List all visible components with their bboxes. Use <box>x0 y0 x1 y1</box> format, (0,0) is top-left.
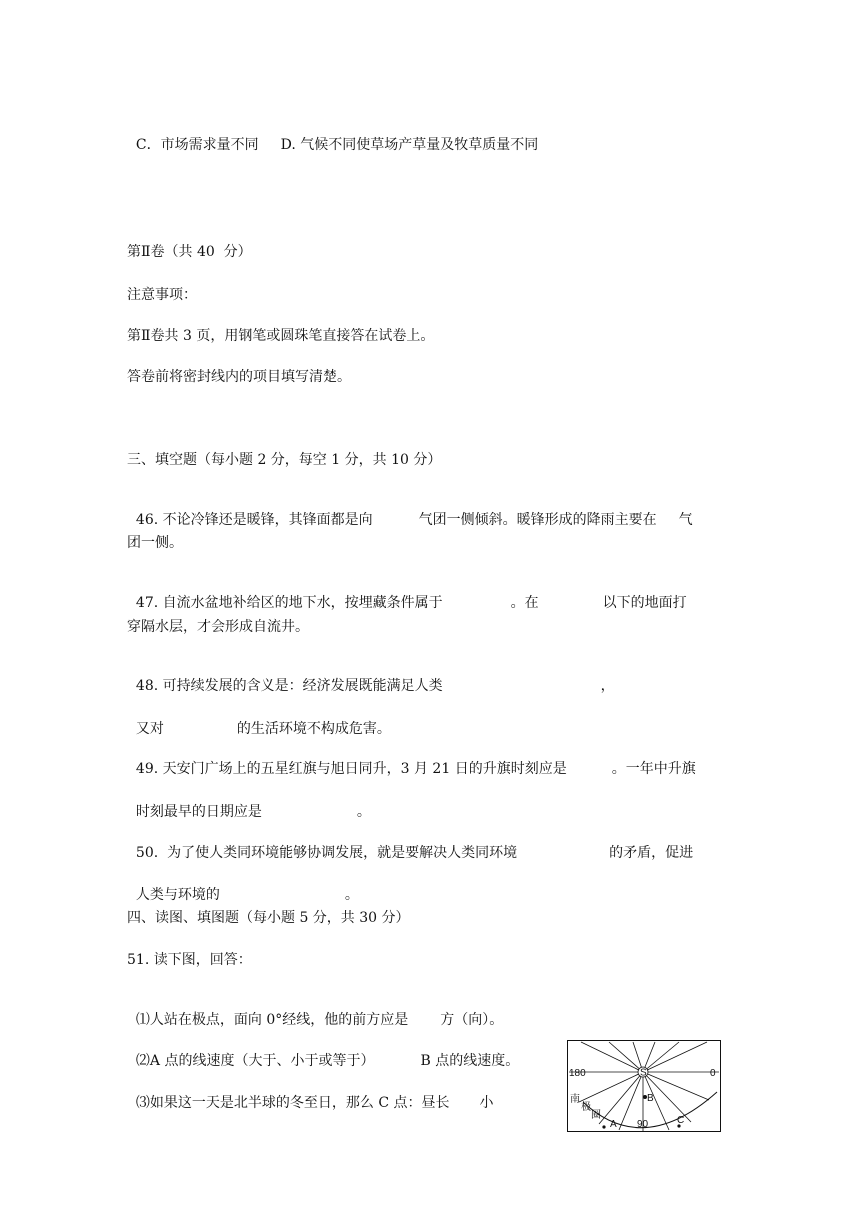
option-d: D. 气候不同使草场产草量及牧草质量不同 <box>280 137 539 153</box>
q47-line2: 穿隔水层，才会形成自流井。 <box>127 619 309 635</box>
label-point-a: A <box>610 1119 617 1130</box>
q51-title: 51. 读下图，回答： <box>127 952 252 968</box>
label-circle-2: 极 <box>581 1102 591 1113</box>
q48-line1 <box>127 659 615 695</box>
notice-2: 答卷前将密封线内的项目填写清楚。 <box>127 369 351 385</box>
q51-2-text-b: B 点的线速度。 <box>420 1053 520 1069</box>
q48-text-a: 48. 可持续发展的含义是：经济发展既能满足人类 <box>135 678 443 694</box>
q47-text-c: 以下的地面打 <box>602 595 687 611</box>
option-c: C．市场需求量不同 <box>135 137 259 153</box>
notice-1: 第Ⅱ卷共 3 页，用钢笔或圆珠笔直接答在试卷上。 <box>127 328 435 344</box>
label-180: 180 <box>569 1068 586 1079</box>
options-cd <box>127 118 538 154</box>
q51-3-text-b: 小 <box>479 1095 494 1111</box>
q51-3-text-a: ⑶如果这一天是北半球的冬至日，那么 C 点：昼长 <box>135 1095 450 1111</box>
q50-text-d: 。 <box>344 887 359 903</box>
q46-line2: 团一侧。 <box>127 535 183 551</box>
q48-text-c: 又对 <box>135 721 164 737</box>
label-circle-3: 圈 <box>591 1110 601 1121</box>
q46-text-a: 46. 不论冷锋还是暖锋，其锋面都是向 <box>135 512 373 528</box>
q49-text-b: 。一年中升旗 <box>611 761 696 777</box>
q49-line2 <box>127 785 371 821</box>
q51-3 <box>127 1076 494 1112</box>
q46-text-b: 气团一侧倾斜。暖锋形成的降雨主要在 <box>418 512 657 528</box>
q48-text-d: 的生活环境不构成危害。 <box>236 721 391 737</box>
q51-2-text-a: ⑵A 点的线速度（大于、小于或等于） <box>135 1053 375 1069</box>
south-pole-diagram <box>567 1040 721 1132</box>
q50-line1 <box>127 826 693 862</box>
q49-text-a: 49. 天安门广场上的五星红旗与旭日同升，3 月 21 日的升旗时刻应是 <box>135 761 567 777</box>
q50-text-c: 人类与环境的 <box>135 887 220 903</box>
section4-title: 四、读图、填图题（每小题 5 分，共 30 分） <box>127 910 410 926</box>
q51-1-text-b: 方（向）。 <box>440 1012 504 1028</box>
q46-text-c: 气 <box>678 512 693 528</box>
q49-line1 <box>127 742 696 778</box>
label-pole: S <box>640 1067 647 1079</box>
section3-title: 三、填空题（每小题 2 分，每空 1 分，共 10 分） <box>127 452 442 468</box>
q50-line2 <box>127 868 359 904</box>
q47-line1 <box>127 576 687 612</box>
q51-2 <box>127 1034 519 1070</box>
q50-text-a: 50. 为了使人类同环境能够协调发展，就是要解决人类同环境 <box>135 845 518 861</box>
q48-text-b: ， <box>600 678 615 694</box>
q51-1 <box>127 993 503 1029</box>
q49-text-d: 。 <box>356 804 371 820</box>
q47-text-a: 47. 自流水盆地补给区的地下水，按埋藏条件属于 <box>135 595 443 611</box>
point-a-marker <box>602 1125 605 1128</box>
q47-text-b: 。在 <box>510 595 539 611</box>
label-point-b: B <box>647 1093 654 1104</box>
notice-title: 注意事项： <box>127 287 197 303</box>
q50-text-b: 的矛盾，促进 <box>609 845 694 861</box>
label-point-c: C <box>677 1115 685 1126</box>
q46-line1 <box>127 493 693 529</box>
label-90: 90 <box>637 1119 649 1130</box>
label-circle-1: 南 <box>570 1094 580 1105</box>
q49-text-c: 时刻最早的日期应是 <box>135 804 262 820</box>
label-0: 0 <box>710 1068 716 1079</box>
q51-1-text-a: ⑴人站在极点，面向 0°经线，他的前方应是 <box>135 1012 409 1028</box>
section2-title: 第Ⅱ卷（共 40 分） <box>127 244 252 260</box>
q48-line2 <box>127 702 391 738</box>
